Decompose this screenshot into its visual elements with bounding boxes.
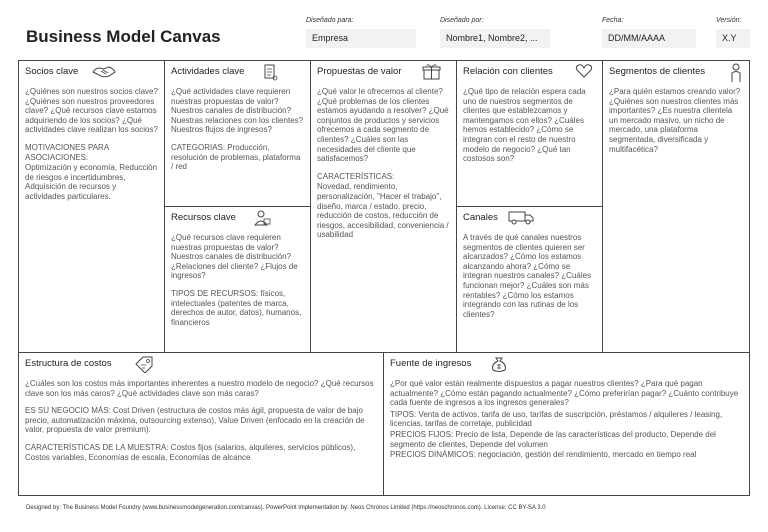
- version-field[interactable]: X.Y: [716, 29, 750, 48]
- value-propositions-characteristics-text: Novedad, rendimiento, personalización, "Hacer el trabajo", diseño, marca / estado, precio, reducción de costos, reducción de riesgos, accesibilidad, conveniencia / usabilidad: [317, 182, 449, 240]
- date-field[interactable]: DD/MM/AAAA: [602, 29, 696, 48]
- key-partners-motives-text: Optimización y economía, Reducción de riesgos e incertidumbres, Adquisición de recursos y actividades particulares.: [25, 163, 158, 201]
- key-partners-questions: ¿Quiénes son nuestros socios clave? ¿Quiénes son nuestros proveedores clave? ¿Qué recursos clave estamos adquiriendo de los socios? ¿Qué actividades clave realizan los socios?: [25, 87, 158, 135]
- customer-relationships-block: [457, 61, 603, 207]
- revenue-streams-fixed-pricing: PRECIOS FIJOS: Precio de lista, Depende de las características del producto, Depende del segmento de clientes, Depende del volumen: [390, 429, 716, 449]
- channels-title: Canales: [463, 212, 498, 223]
- value-propositions-title: Propuestas de valor: [317, 66, 402, 77]
- key-resources-types: TIPOS DE RECURSOS: físicos, intelectuales (patentes de marca, derechos de autor, datos), humanos, financieros: [171, 288, 302, 327]
- footer-credits: Designed by: The Business Model Foundry (www.businessmodelgeneration.com/canvas). PowerPoint implementation by: Neos Chronos Limited (https://neoschronos.com). License: CC BY-SA 3.0: [26, 505, 546, 511]
- value-propositions-questions: ¿Qué valor le ofrecemos al cliente? ¿Qué problemas de los clientes estamos ayudando a resolver? ¿Qué conjuntos de productos y servicios ofrecemos a cada segmento de clientes? ¿Cuáles son las necesidades del cliente que satisfacemos?: [317, 87, 449, 164]
- heart-icon: [575, 63, 593, 84]
- cost-structure-sample-characteristics: CARACTERÍSTICAS DE LA MUESTRA: Costos fijos (salarios, alquileres, servicios públicos), Costos variables, Economías de escala, Economías de alcance: [25, 442, 356, 462]
- revenue-streams-types: TIPOS: Venta de activos, tarifa de uso, tarifas de suscripción, préstamos / alquileres / leasing, licencias, tarifas de corretaje, publicidad: [390, 409, 723, 429]
- truck-icon: [507, 209, 535, 230]
- money-bag-icon: [488, 355, 510, 378]
- version-label: Versión:: [716, 17, 742, 24]
- revenue-streams-block: [384, 353, 749, 495]
- revenue-streams-title: Fuente de ingresos: [390, 358, 472, 369]
- person-icon: [729, 63, 743, 88]
- cost-structure-title: Estructura de costos: [25, 358, 112, 369]
- cost-structure-questions: ¿Cuáles son los costos más importantes inherentes a nuestro modelo de negocio? ¿Qué recursos clave son los más caros? ¿Qué actividades clave son más caras?: [25, 379, 374, 398]
- key-activities-categories: CATEGORIAS: Producción, resolución de problemas, plataforma / red: [171, 142, 301, 172]
- date-label: Fecha:: [602, 17, 624, 24]
- key-activities-block: [165, 61, 311, 207]
- key-partners-motives-heading: MOTIVACIONES PARA ASOCIACIONES:: [25, 142, 109, 162]
- key-partners-block: [19, 61, 165, 353]
- checklist-icon: [261, 63, 279, 86]
- page-title: Business Model Canvas: [26, 27, 221, 46]
- business-model-canvas: [18, 60, 750, 496]
- key-partners-title: Socios clave: [25, 66, 79, 77]
- customer-segments-title: Segmentos de clientes: [609, 66, 706, 77]
- channels-block: [457, 207, 603, 353]
- revenue-streams-questions: ¿Por qué valor están realmente dispuestos a pagar nuestros clientes? ¿Para qué pagan actualmente? ¿Cómo están pagando actualmente? ¿Cómo preferirían pagar? ¿Cuánto contribuye cada fuente de ingresos a los ingresos generales?: [390, 379, 739, 408]
- designed-by-field[interactable]: Nombre1, Nombre2, ...: [440, 29, 550, 48]
- value-propositions-block: [311, 61, 457, 353]
- key-resources-block: [165, 207, 311, 353]
- key-activities-questions: ¿Qué actividades clave requieren nuestras propuestas de valor? Nuestros canales de distribución? Nuestras relaciones con los clientes? Nuestros flujos de ingresos?: [171, 87, 304, 135]
- key-activities-title: Actividades clave: [171, 66, 245, 77]
- revenue-streams-dynamic-pricing: PRECIOS DINÁMICOS: negociación, gestión del rendimiento, mercado en tiempo real: [390, 450, 697, 460]
- handshake-icon: [91, 63, 117, 84]
- value-propositions-characteristics-heading: CARACTERÍSTICAS:: [317, 171, 395, 181]
- channels-questions: A través de qué canales nuestros segmentos de clientes quieren ser alcanzados? ¿Cómo los estamos alcanzando ahora? ¿Cómo se integran nuestros canales? ¿Cuáles funcionan mejor? ¿Cuáles son más rentables? ¿Cómo los estamos integrando con las rutinas de los clientes?: [463, 233, 592, 319]
- customer-segments-questions: ¿Para quién estamos creando valor? ¿Quiénes son nuestros clientes más importantes? ¿Es nuestra clientela un mercado masivo, un nicho de mercado, una plataforma segmentada, diversificada y multifacética?: [609, 87, 741, 154]
- worker-icon: [251, 209, 271, 232]
- cost-structure-block: [19, 353, 384, 495]
- designed-for-label: Diseñado para:: [306, 17, 354, 24]
- customer-relationships-title: Relación con clientes: [463, 66, 553, 77]
- price-tag-icon: [133, 355, 155, 378]
- key-resources-questions: ¿Qué recursos clave requieren nuestras propuestas de valor? Nuestros canales de distribución? ¿Relaciones del cliente? ¿Flujos de ingresos?: [171, 233, 298, 281]
- designed-for-field[interactable]: Empresa: [306, 29, 416, 48]
- designed-by-label: Diseñado por:: [440, 17, 484, 24]
- key-resources-title: Recursos clave: [171, 212, 236, 223]
- cost-structure-business-type: ES SU NEGOCIO MÁS: Cost Driven (estructura de costos más ágil, propuesta de valor de bajo precio, automatización máxima, outsourcing extenso), Value Driven (enfocado en la creación de valor, propuesta de valor premium).: [25, 406, 365, 435]
- customer-segments-block: [603, 61, 749, 353]
- gift-icon: [421, 63, 443, 86]
- customer-relationships-questions: ¿Qué tipo de relación espera cada uno de nuestros segmentos de clientes que establezcamos y mantengamos con ellos? ¿Cuáles hemos establecido? ¿Cómo se integran con el resto de nuestro modelo de negocio? ¿Qué tan costosos son?: [463, 87, 586, 164]
